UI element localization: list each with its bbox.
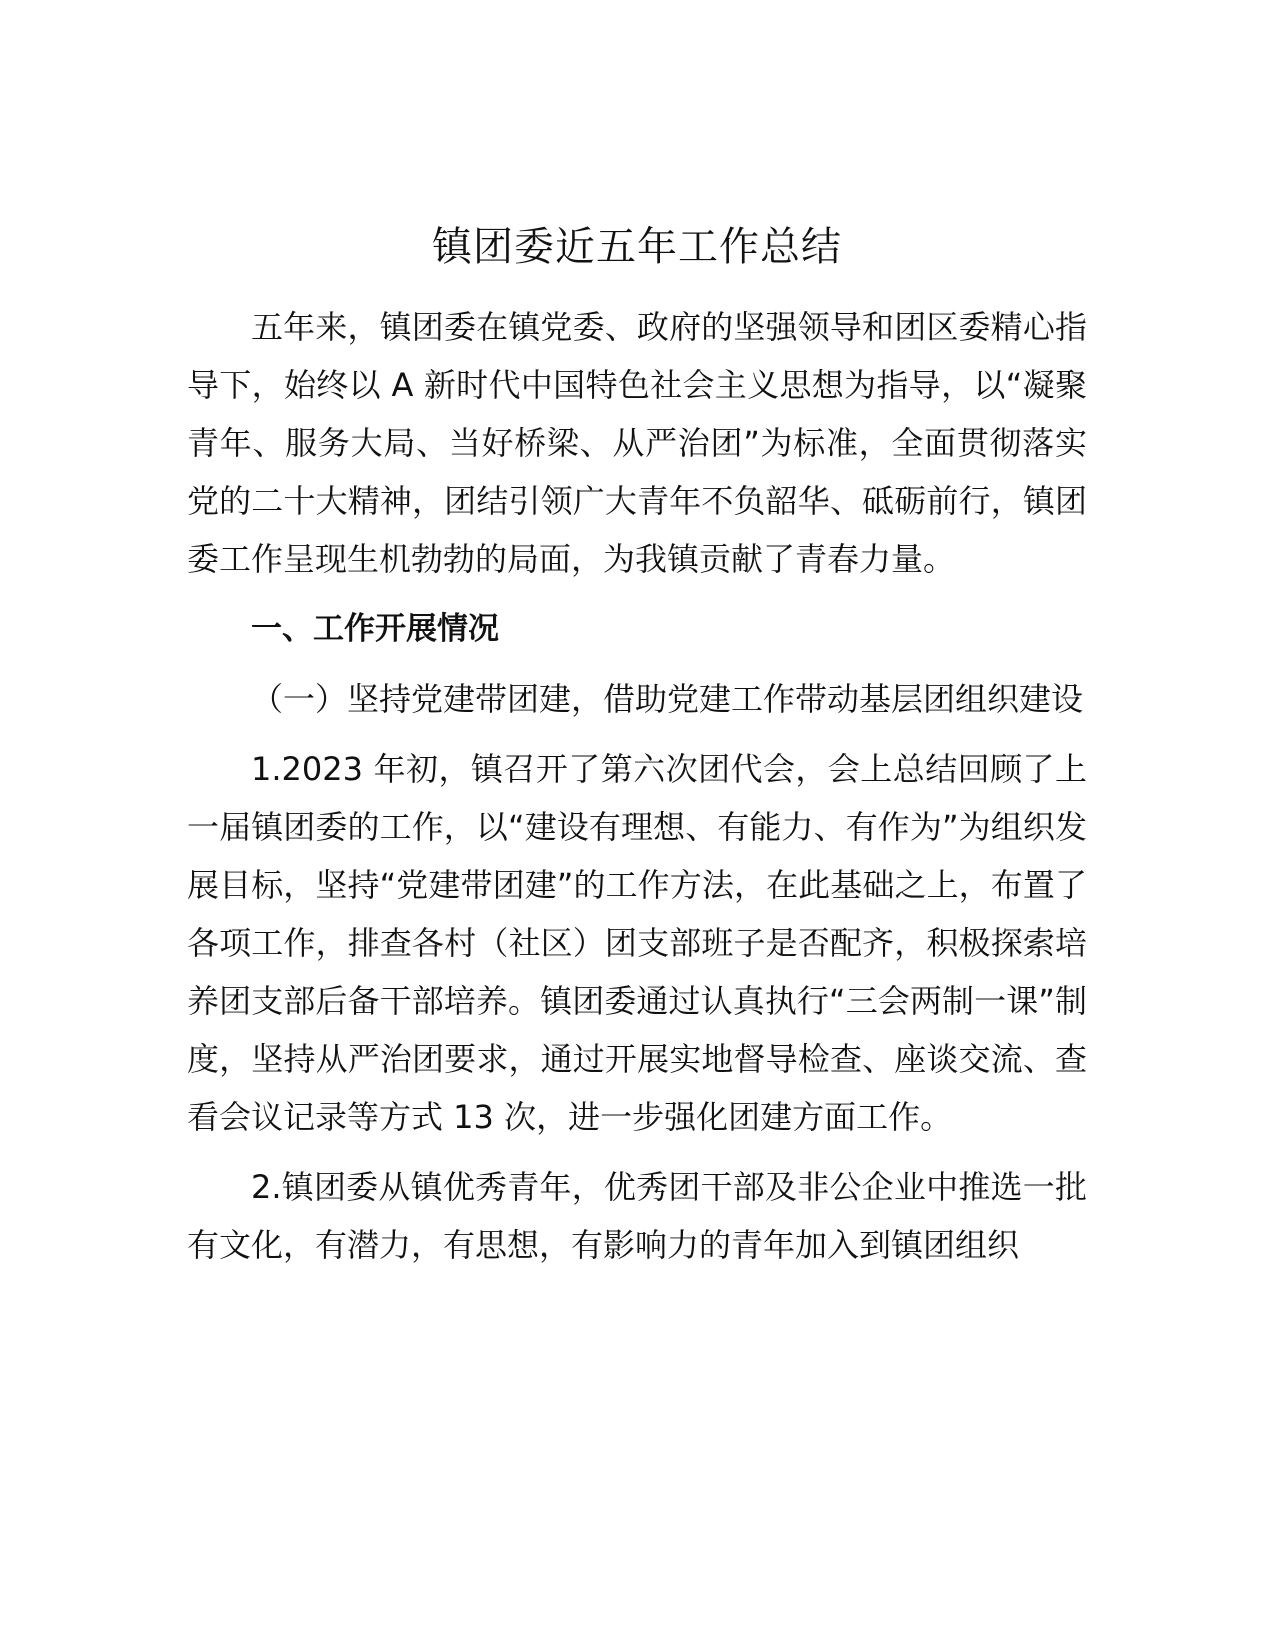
list-item: 2.镇团委从镇优秀青年，优秀团干部及非公企业中推选一批有文化，有潜力，有思想，有影响力的青年加入到镇团组织 — [187, 1168, 1087, 1264]
intro-paragraph: 五年来，镇团委在镇党委、政府的坚强领导和团区委精心指导下，始终以 A 新时代中国特色社会主义思想为指导，以“凝聚青年、服务大局、当好桥梁、从严治团”为标准，全面贯彻落实党的二十大精神，团结引领广大青年不负韶华、砥砺前行，镇团委工作呈现生机勃勃的局面，为我镇贡献了青春力量。 — [187, 308, 1087, 578]
list-item: 1.2023 年初，镇召开了第六次团代会，会上总结回顾了上一届镇团委的工作，以“建设有理想、有能力、有作为”为组织发展目标，坚持“党建带团建”的工作方法，在此基础之上，布置了各项工作，排查各村（社区）团支部班子是否配齐，积极探索培养团支部后备干部培养。镇团委通过认真执行“三会两制一课”制度，坚持从严治团要求，通过开展实地督导检查、座谈交流、查看会议记录等方式 13 次，进一步强化团建方面工作。 — [187, 750, 1087, 1136]
document-body — [187, 218, 1087, 1286]
sub-heading: （一）坚持党建带团建，借助党建工作带动基层团组织建设 — [251, 680, 1084, 718]
document-title: 镇团委近五年工作总结 — [432, 224, 842, 270]
section-heading: 一、工作开展情况 — [251, 611, 499, 647]
